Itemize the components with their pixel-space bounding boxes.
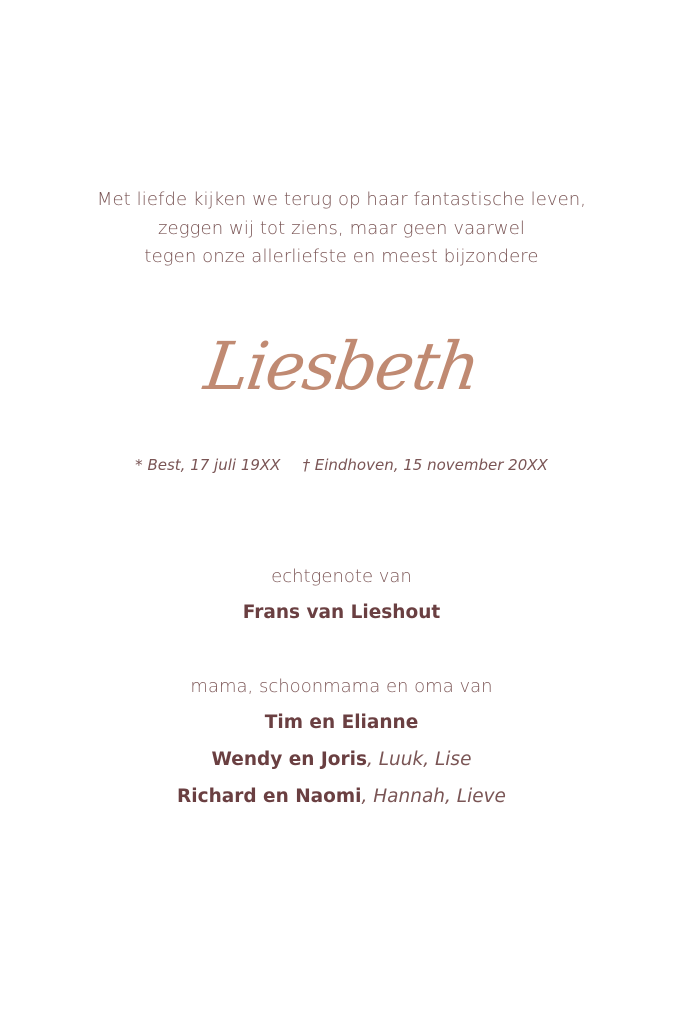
life-dates xyxy=(0,454,683,476)
birth-date: * Best, 17 juli 19XX xyxy=(135,456,281,474)
deceased-name: Liesbeth xyxy=(200,328,484,405)
family-member xyxy=(0,785,683,809)
family-label: mama, schoonmama en oma van xyxy=(190,676,493,697)
spouse-label: echtgenote van xyxy=(271,566,412,587)
family-member xyxy=(0,748,683,772)
family-member-names: Tim en Elianne xyxy=(264,712,419,733)
family-member-kids: , Hannah, Lieve xyxy=(361,786,506,807)
intro-line: tegen onze allerliefste en meest bijzondere xyxy=(144,246,539,267)
death-date: † Eindhoven, 15 november 20XX xyxy=(302,456,548,474)
family-member-names: Richard en Naomi xyxy=(177,786,362,807)
intro-text xyxy=(0,186,683,272)
family-member xyxy=(0,711,683,735)
intro-line: zeggen wij tot ziens, maar geen vaarwel xyxy=(158,217,525,239)
intro-line: Met liefde kijken we terug op haar fantastische leven, xyxy=(96,189,587,210)
spouse-name: Frans van Lieshout xyxy=(242,602,441,623)
family-member-names: Wendy en Joris xyxy=(211,749,367,770)
family-member-kids: , Luuk, Lise xyxy=(366,749,472,770)
